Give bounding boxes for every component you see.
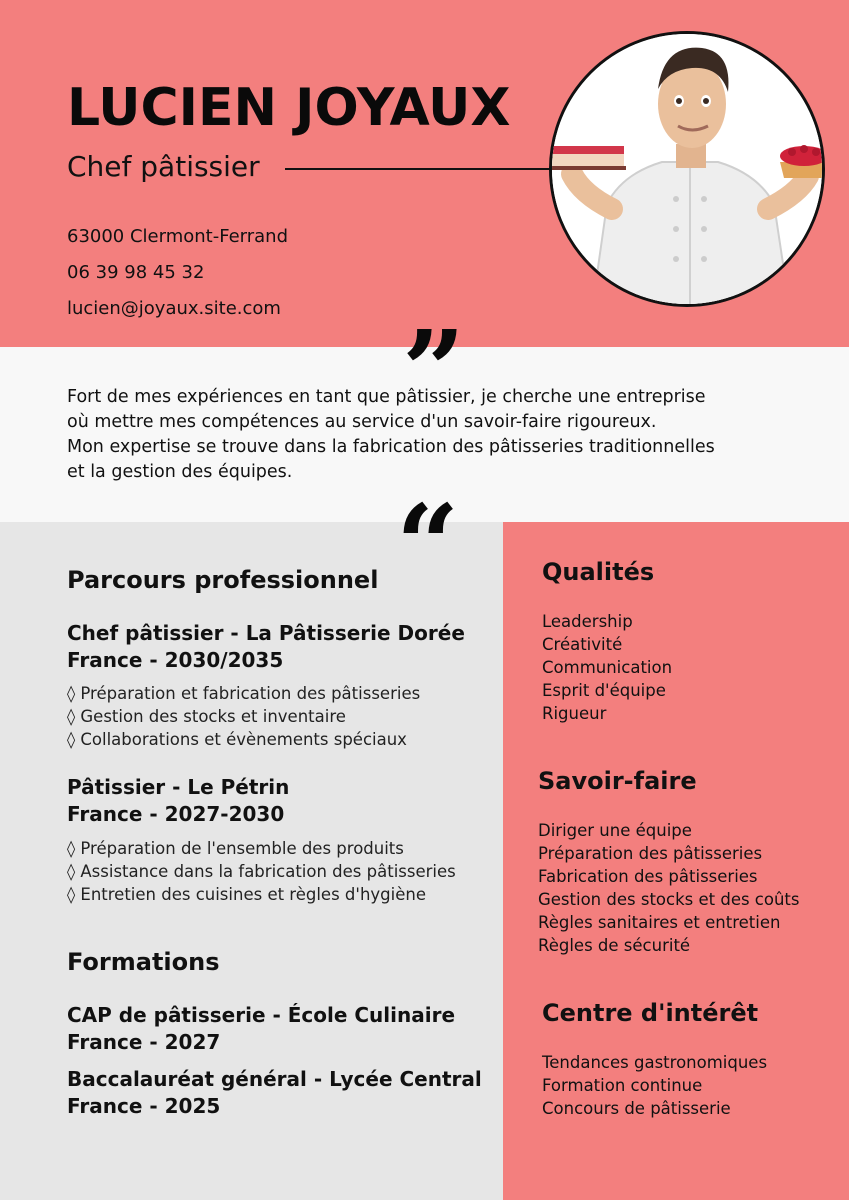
candidate-name: LUCIEN JOYAUX (67, 78, 511, 138)
list-item: Communication (542, 658, 673, 677)
list-item: ◊ Entretien des cuisines et règles d'hygiène (67, 885, 426, 904)
job-title: Pâtissier - Le Pétrin (67, 775, 290, 799)
skills-list (538, 819, 800, 957)
contact-phone: 06 39 98 45 32 (67, 262, 205, 283)
interests-heading: Centre d'intérêt (542, 999, 759, 1027)
summary-line: où mettre mes compétences au service d'un savoir-faire rigoureux. (67, 412, 657, 432)
list-item: Règles sanitaires et entretien (538, 913, 781, 932)
opening-quote-mark: “ (396, 480, 460, 609)
profile-photo (549, 31, 825, 307)
list-item: Formation continue (542, 1076, 703, 1095)
experience-heading: Parcours professionnel (67, 566, 379, 594)
education-place: France - 2025 (67, 1094, 221, 1118)
list-item: ◊ Collaborations et évènements spéciaux (67, 730, 407, 749)
summary-line: Fort de mes expériences en tant que pâtissier, je cherche une entreprise (67, 387, 706, 407)
education-title: Baccalauréat général - Lycée Central (67, 1067, 482, 1091)
education-entry-2 (67, 1066, 482, 1120)
list-item: Préparation des pâtisseries (538, 844, 763, 863)
profile-summary (67, 385, 807, 485)
job-tasks-2 (67, 837, 456, 906)
job-tasks-1 (67, 682, 420, 751)
summary-line: et la gestion des équipes. (67, 462, 293, 482)
education-place: France - 2027 (67, 1030, 221, 1054)
interests-list (542, 1051, 767, 1120)
list-item: Tendances gastronomiques (542, 1053, 768, 1072)
chef-portrait-icon (552, 34, 825, 307)
summary-line: Mon expertise se trouve dans la fabrication des pâtisseries traditionnelles (67, 437, 715, 457)
contact-address: 63000 Clermont-Ferrand (67, 226, 289, 247)
skills-heading: Savoir-faire (538, 767, 697, 795)
list-item: Diriger une équipe (538, 821, 692, 840)
list-item: Rigueur (542, 704, 607, 723)
job-place: France - 2027-2030 (67, 802, 285, 826)
list-item: ◊ Préparation de l'ensemble des produits (67, 839, 404, 858)
list-item: Règles de sécurité (538, 936, 691, 955)
job-entry-1 (67, 620, 465, 674)
job-entry-2 (67, 774, 289, 828)
education-entry-1 (67, 1002, 455, 1056)
qualities-heading: Qualités (542, 558, 655, 586)
education-heading: Formations (67, 948, 220, 976)
job-place: France - 2030/2035 (67, 648, 284, 672)
list-item: ◊ Préparation et fabrication des pâtisseries (67, 684, 421, 703)
education-title: CAP de pâtisserie - École Culinaire (67, 1003, 456, 1027)
qualities-list (542, 610, 672, 725)
list-item: Créativité (542, 635, 623, 654)
job-role: Chef pâtissier (67, 150, 260, 183)
list-item: ◊ Gestion des stocks et inventaire (67, 707, 346, 726)
closing-quote-mark: ” (402, 306, 466, 435)
contact-email[interactable]: lucien@joyaux.site.com (67, 298, 281, 319)
list-item: Concours de pâtisserie (542, 1099, 731, 1118)
list-item: Leadership (542, 612, 633, 631)
list-item: ◊ Assistance dans la fabrication des pâtisseries (67, 862, 456, 881)
list-item: Fabrication des pâtisseries (538, 867, 758, 886)
list-item: Gestion des stocks et des coûts (538, 890, 800, 909)
role-divider (285, 168, 555, 170)
job-title: Chef pâtissier - La Pâtisserie Dorée (67, 621, 465, 645)
list-item: Esprit d'équipe (542, 681, 666, 700)
